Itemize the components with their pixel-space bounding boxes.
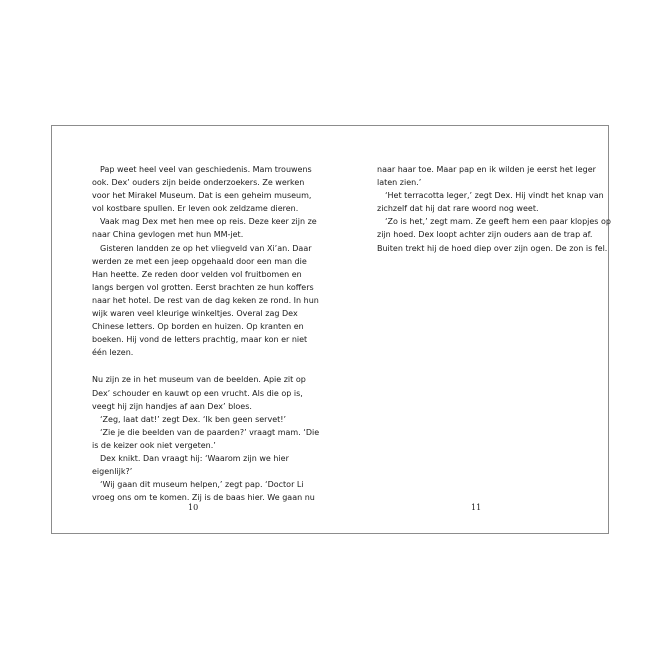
text-line: naar China gevlogen met hun MM-jet.: [92, 230, 244, 240]
text-line: eigenlijk?’: [92, 467, 133, 477]
text-line: Pap weet heel veel van geschiedenis. Mam trouwens: [100, 165, 312, 174]
text-line: laten zien.’: [377, 178, 422, 188]
text-line: naar haar toe. Maar pap en ik wilden je eerst het leger: [377, 165, 596, 174]
text-line: veegt hij zijn handjes af aan Dex’ bloes.: [92, 401, 252, 411]
text-line: Chinese letters. Op borden en huizen. Op kranten en: [92, 322, 304, 332]
text-line: naar het hotel. De rest van de dag keken ze rond. In hun: [92, 295, 319, 305]
text-line: Dex’ schouder en kauwt op een vrucht. Als die op is,: [92, 388, 303, 398]
text-line: Nu zijn ze in het museum van de beelden. Apie zit op: [92, 375, 306, 385]
text-line: ook. Dex’ ouders zijn beide onderzoekers. Ze werken: [92, 178, 305, 188]
text-line: zichzelf dat hij dat rare woord nog weet.: [377, 204, 539, 214]
text-line: zijn hoed. Dex loopt achter zijn ouders aan de trap af.: [377, 230, 593, 240]
book-spread: [51, 125, 609, 534]
text-line: Dex knikt. Dan vraagt hij: ‘Waarom zijn we hier: [100, 453, 289, 463]
text-line: is de keizer ook niet vergeten.’: [92, 440, 216, 450]
text-line: boeken. Hij vond de letters prachtig, maar kon er niet: [92, 335, 308, 345]
page-number-right: 11: [471, 503, 482, 512]
text-line: vroeg ons om te komen. Zij is de baas hier. We gaan nu: [92, 493, 315, 503]
text-line: Vaak mag Dex met hen mee op reis. Deze keer zijn ze: [100, 217, 317, 227]
text-line: Han heette. Ze reden door velden vol fruitbomen en: [92, 269, 302, 279]
text-line: ‘Het terracotta leger,’ zegt Dex. Hij vindt het knap van: [385, 191, 604, 201]
text-line: Gisteren landden ze op het vliegveld van Xi’an. Daar: [100, 243, 312, 253]
text-line: langs bergen vol grotten. Eerst brachten ze hun koffers: [92, 282, 314, 292]
text-line: ‘Wij gaan dit museum helpen,’ zegt pap. ‘Doctor Li: [100, 480, 304, 490]
text-line: vol kostbare spullen. Er leven ook zeldzame dieren.: [92, 204, 299, 214]
paragraph-break: [92, 359, 322, 373]
right-page-text: [377, 163, 611, 255]
text-line: voor het Mirakel Museum. Dat is een geheim museum,: [92, 191, 312, 201]
left-page-text: [92, 163, 322, 504]
text-line: wijk waren veel kleurige winkeltjes. Overal zag Dex: [92, 309, 298, 319]
text-line: ‘Zie je die beelden van de paarden?’ vraagt mam. ‘Die: [100, 427, 320, 437]
text-line: werden ze met een jeep opgehaald door een man die: [92, 256, 307, 266]
text-line: Buiten trekt hij de hoed diep over zijn ogen. De zon is fel.: [377, 243, 608, 253]
text-line: ‘Zeg, laat dat!’ zegt Dex. ‘Ik ben geen servet!’: [100, 414, 287, 424]
text-line: ‘Zo is het,’ zegt mam. Ze geeft hem een paar klopjes op: [385, 217, 611, 227]
text-line: één lezen.: [92, 348, 134, 358]
page-number-left: 10: [188, 503, 199, 512]
